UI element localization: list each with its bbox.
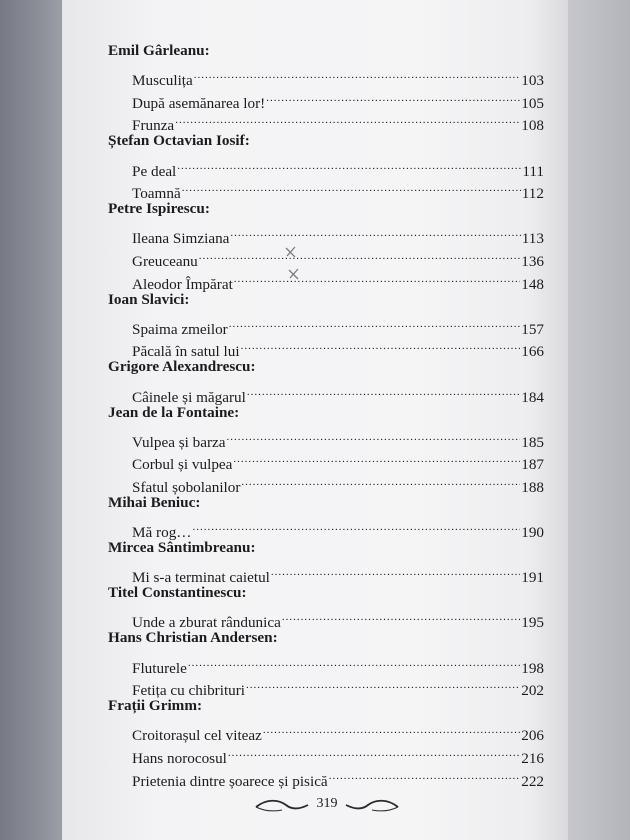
page-number: 319	[316, 796, 338, 811]
entry-title: Corbul și vulpea	[132, 456, 233, 474]
toc-entry	[108, 63, 544, 90]
entry-title: Fetița cu chibrituri	[132, 682, 246, 700]
dot-leader	[194, 63, 520, 86]
entry-page-number: 195	[521, 614, 544, 632]
entry-page-number: 188	[521, 478, 544, 496]
entry-page-number: 166	[521, 343, 544, 361]
dot-leader	[241, 334, 521, 357]
entry-page-number: 222	[521, 772, 544, 790]
entry-title: Sfatul șobolanilor	[132, 478, 241, 496]
entry-page-number: 113	[521, 230, 544, 248]
entry-page-number: 108	[521, 117, 544, 135]
dot-leader	[246, 673, 520, 696]
dot-leader	[266, 85, 520, 108]
dot-leader	[229, 311, 520, 334]
toc-entry	[108, 650, 544, 677]
toc-entry	[108, 153, 544, 180]
dot-leader	[234, 266, 520, 289]
background-left	[0, 0, 70, 840]
entry-page-number: 187	[521, 456, 544, 474]
dot-leader	[241, 469, 520, 492]
entry-title: Pe deal	[132, 162, 177, 180]
entry-page-number: 191	[521, 569, 544, 587]
toc-entry	[108, 718, 544, 745]
dot-leader	[282, 605, 520, 628]
dot-leader	[182, 176, 521, 199]
toc-entry	[108, 560, 544, 587]
page-edge-right	[568, 0, 630, 840]
toc-entry	[108, 379, 544, 406]
dot-leader	[233, 447, 520, 470]
entry-title: Greuceanu	[132, 252, 198, 270]
entry-title: Păcală în satul lui	[132, 343, 240, 361]
entry-title: Toamnă	[132, 185, 181, 203]
entry-page-number: 136	[521, 252, 544, 270]
entry-title: Hans norocosul	[132, 750, 227, 767]
entry-title: Musculița	[132, 72, 193, 90]
entry-title: Vulpea și barza	[132, 433, 226, 451]
toc-author: Frații Grimm:	[108, 697, 203, 715]
entry-title: După asemănarea lor!	[132, 94, 266, 112]
entry-page-number: 105	[521, 94, 544, 112]
dot-leader	[228, 740, 520, 763]
entry-page-number: 103	[521, 72, 544, 90]
dot-leader	[227, 424, 521, 447]
toc-author: Petre Ispirescu:	[108, 200, 210, 218]
table-of-contents	[108, 40, 544, 790]
toc-author: Grigore Alexandrescu:	[108, 358, 256, 376]
entry-title: Prietenia dintre șoarece și pisică	[132, 772, 328, 790]
entry-page-number: 184	[521, 388, 544, 406]
dot-leader	[230, 221, 520, 244]
entry-title: Frunza	[132, 117, 175, 135]
toc-entry	[108, 605, 544, 632]
toc-entry	[108, 514, 544, 542]
pencil-mark-icon	[286, 266, 302, 282]
toc-entry	[108, 424, 544, 451]
toc-author: Ioan Slavici:	[108, 290, 190, 308]
dot-leader	[188, 650, 520, 673]
toc-author: Mihai Beniuc:	[108, 493, 201, 511]
entry-page-number: 216	[521, 750, 544, 767]
entry-title: Câinele și măgarul	[132, 388, 246, 406]
toc-entry	[108, 221, 544, 248]
pencil-mark-icon	[283, 244, 299, 260]
dot-leader	[263, 718, 520, 741]
entry-page-number: 190	[521, 524, 544, 542]
entry-title: Croitorașul cel viteaz	[132, 727, 262, 745]
toc-author: Jean de la Fontaine:	[108, 403, 240, 421]
toc-entry	[108, 311, 544, 338]
toc-author: Ștefan Octavian Iosif:	[108, 132, 250, 150]
toc-author: Emil Gârleanu:	[108, 42, 210, 59]
entry-title: Mă rog…	[132, 524, 192, 542]
entry-title: Ileana Simziana	[132, 230, 230, 248]
toc-author: Hans Christian Andersen:	[108, 629, 278, 647]
toc-author: Mircea Sântimbreanu:	[108, 539, 256, 557]
dot-leader	[271, 560, 520, 583]
entry-title: Fluturele	[132, 659, 187, 677]
entry-page-number: 185	[521, 433, 544, 451]
entry-page-number: 157	[521, 320, 544, 338]
entry-title: Mi s-a terminat caietul	[132, 569, 270, 587]
dot-leader	[247, 379, 520, 402]
dot-leader	[175, 108, 520, 131]
entry-page-number: 202	[521, 682, 544, 700]
entry-title: Aleodor Împărat	[132, 275, 233, 293]
page-footer	[252, 795, 402, 817]
entry-page-number: 206	[521, 727, 544, 745]
entry-page-number: 111	[522, 162, 544, 180]
entry-title: Spaima zmeilor	[132, 320, 228, 338]
toc-author: Titel Constantinescu:	[108, 584, 247, 602]
dot-leader	[177, 153, 521, 176]
dot-leader	[199, 243, 520, 266]
entry-page-number: 112	[521, 185, 544, 203]
entry-page-number: 148	[521, 275, 544, 293]
dot-leader	[192, 514, 520, 537]
dot-leader	[329, 763, 521, 786]
entry-page-number: 198	[521, 659, 544, 677]
entry-title: Unde a zburat rândunica	[132, 614, 281, 632]
